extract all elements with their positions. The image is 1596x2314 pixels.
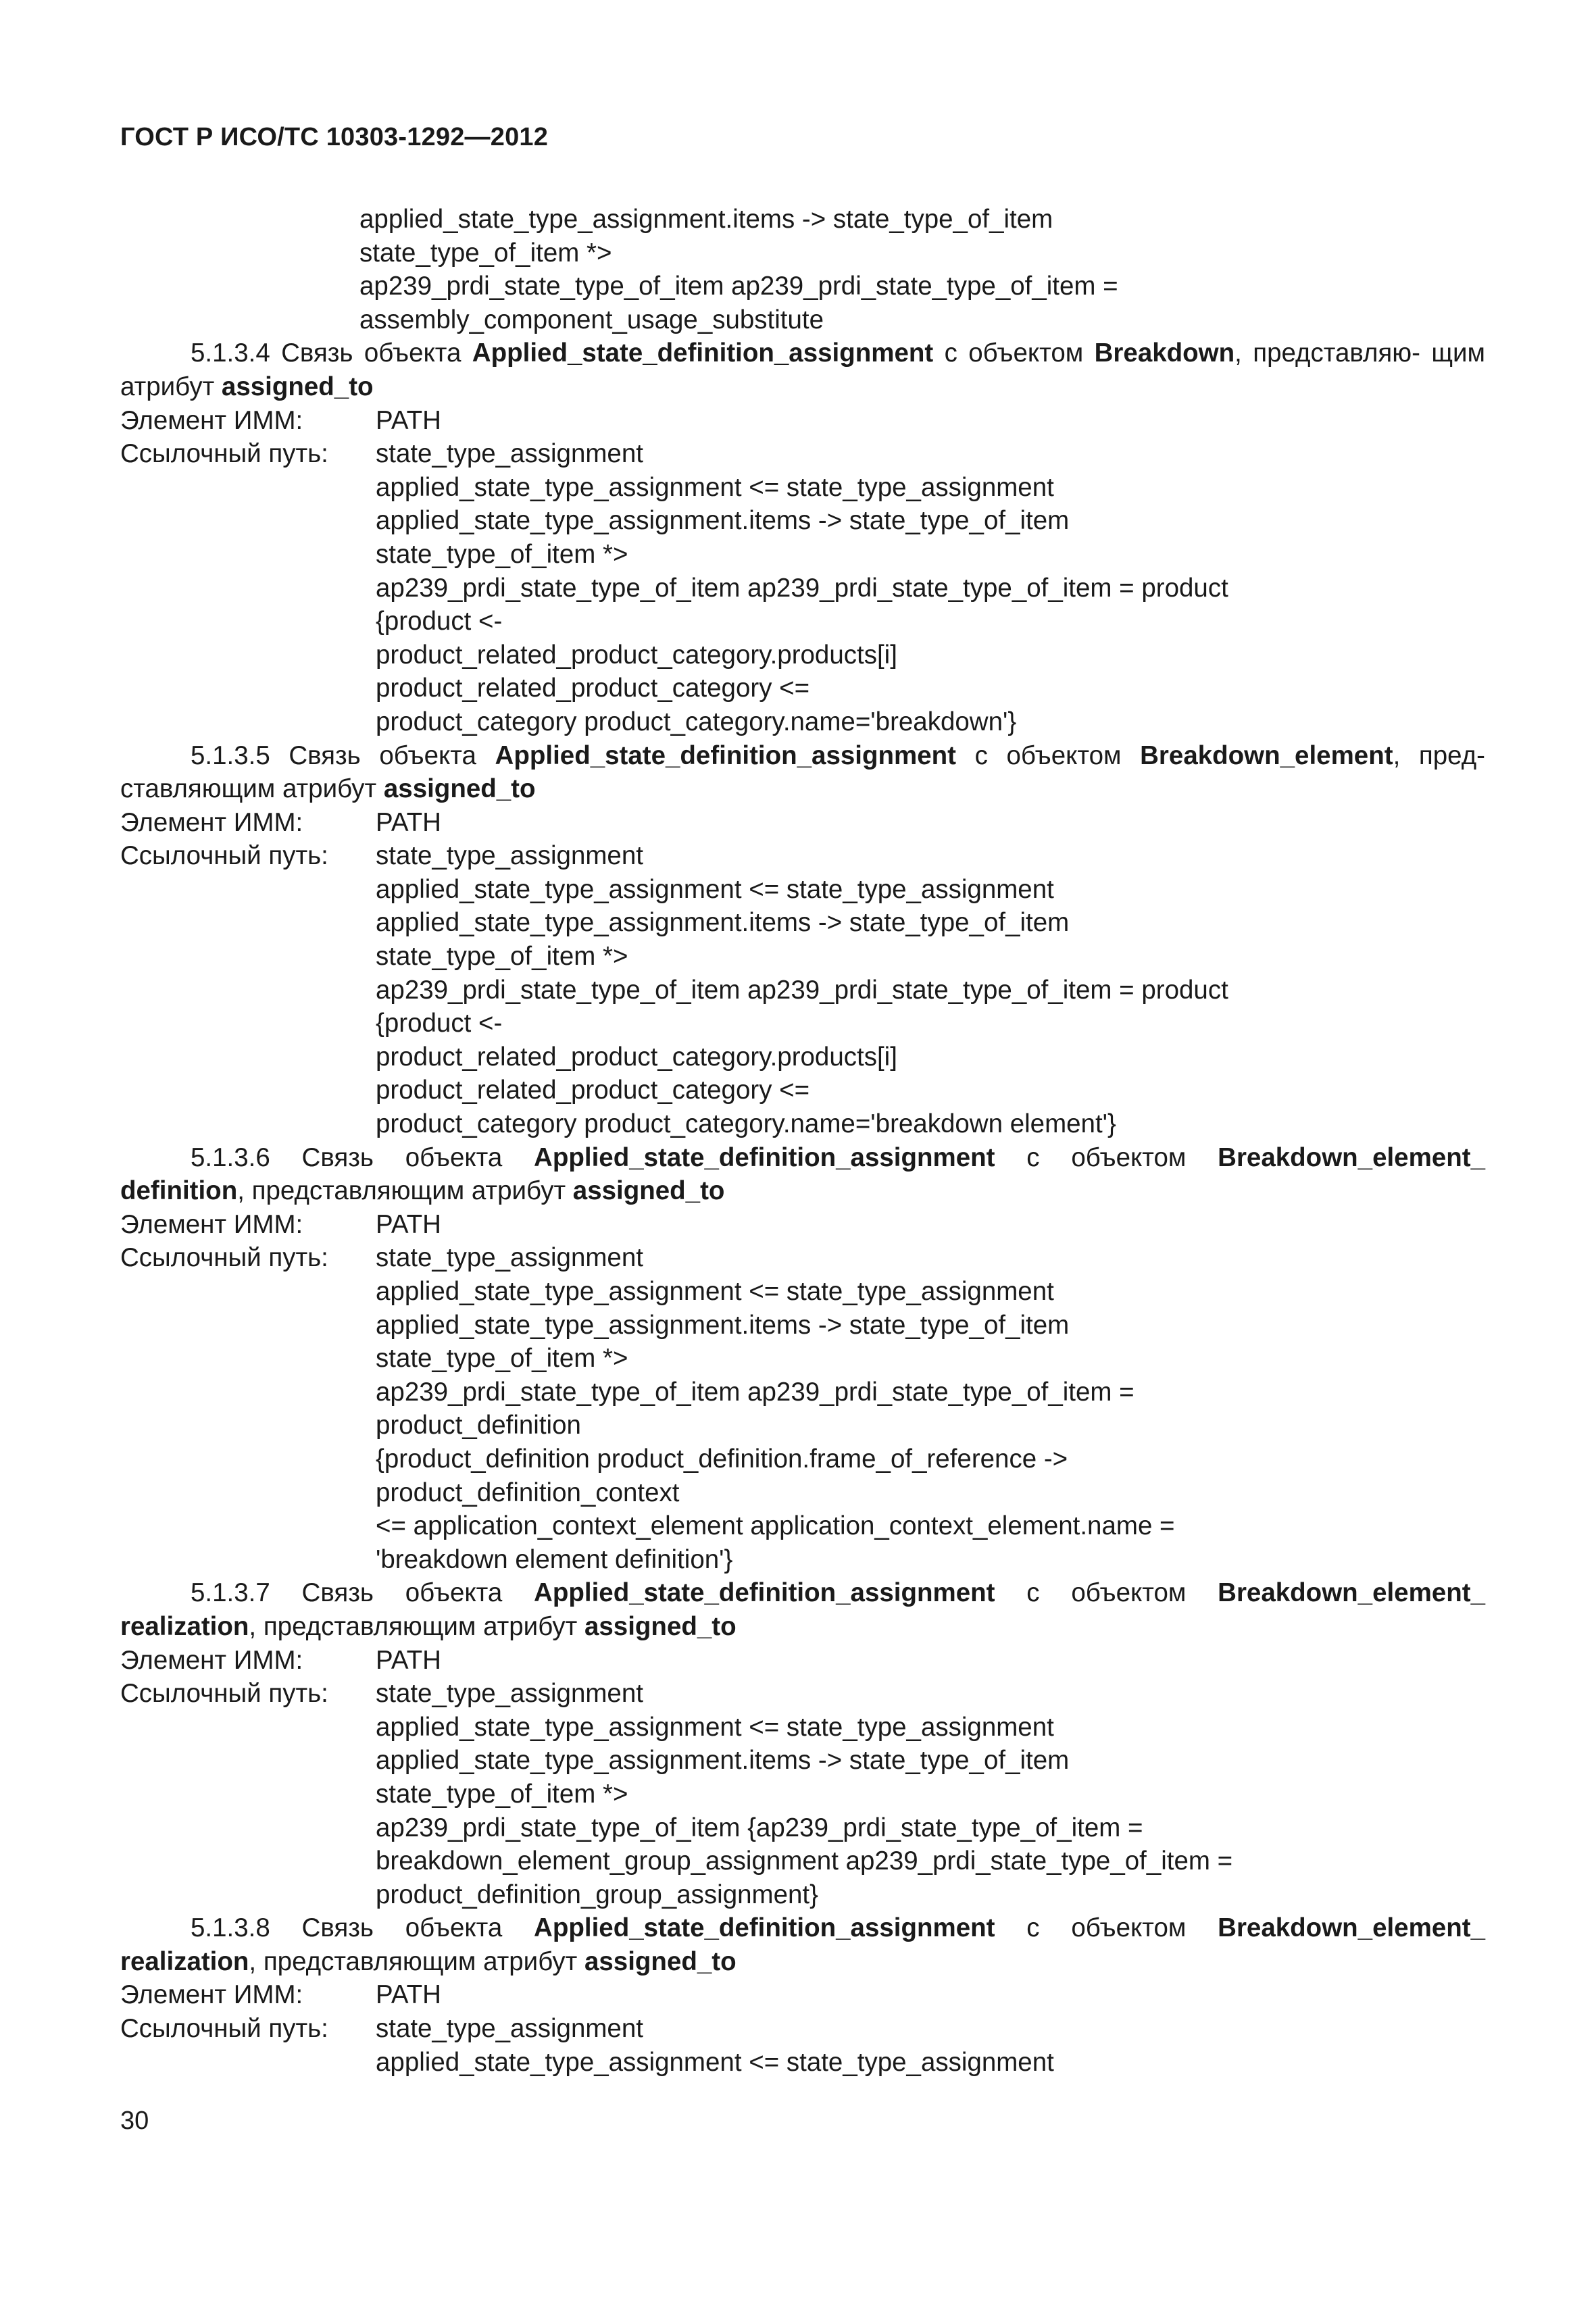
reference-path-label: Ссылочный путь: <box>120 841 328 871</box>
path-line: product_related_product_category <= <box>376 674 810 703</box>
path-line: state_type_assignment <box>376 439 643 469</box>
target-entity-cont: realization <box>120 1946 249 1976</box>
path-line: state_type_assignment <box>376 2014 643 2044</box>
clause-heading-cont: definition, представляющим атрибут assigned_to <box>120 1176 725 1206</box>
clause-heading: 5.1.3.7 Связь объекта Applied_state_definition_assignment с объектом Breakdown_element_ <box>191 1578 1485 1608</box>
path-line: applied_state_type_assignment.items -> state_type_of_item <box>376 908 1070 938</box>
reference-path-label: Ссылочный путь: <box>120 1679 328 1709</box>
path-line: state_type_assignment <box>376 1679 643 1709</box>
imm-element-row <box>120 1208 1485 1242</box>
path-line: product_related_product_category.products[i] <box>376 1042 897 1072</box>
reference-path-row <box>120 1677 1485 1711</box>
reference-path-row <box>120 437 1485 471</box>
imm-element-row <box>120 806 1485 840</box>
clause-5-1-3-6 <box>120 1141 1485 1577</box>
attribute-name: assigned_to <box>383 774 536 804</box>
imm-element-label: Элемент ИММ: <box>120 807 303 837</box>
reference-path-label: Ссылочный путь: <box>120 2014 328 2044</box>
imm-element-row <box>120 1644 1485 1678</box>
path-line: assembly_component_usage_substitute <box>359 305 824 334</box>
path-line: product_definition_context <box>376 1478 680 1507</box>
path-line: {product_definition product_definition.frame_of_reference -> <box>376 1444 1068 1474</box>
imm-element-label: Элемент ИММ: <box>120 1980 303 2010</box>
clause-5-1-3-5 <box>120 739 1485 1141</box>
path-line: state_type_assignment <box>376 841 643 871</box>
reference-path-label: Ссылочный путь: <box>120 439 328 469</box>
imm-element-value: PATH <box>376 1980 441 2010</box>
path-line: product_related_product_category.products[i] <box>376 640 897 670</box>
reference-path <box>120 873 1485 1141</box>
imm-element-value: PATH <box>376 1645 441 1675</box>
reference-path <box>120 1711 1485 1912</box>
path-line: ap239_prdi_state_type_of_item ap239_prdi_state_type_of_item = product <box>376 573 1228 603</box>
clause-5-1-3-7 <box>120 1576 1485 1911</box>
clause-heading-cont: realization, представляющим атрибут assigned_to <box>120 1611 737 1641</box>
attribute-name: assigned_to <box>572 1176 725 1206</box>
reference-path-row <box>120 1241 1485 1275</box>
path-line: 'breakdown element definition'} <box>376 1544 733 1574</box>
target-entity: Breakdown_element <box>1140 740 1393 770</box>
path-line: applied_state_type_assignment.items -> state_type_of_item <box>376 506 1070 536</box>
clause-heading: 5.1.3.6 Связь объекта Applied_state_definition_assignment с объектом Breakdown_element_ <box>191 1142 1485 1172</box>
imm-element-value: PATH <box>376 1209 441 1239</box>
reference-path <box>120 1275 1485 1576</box>
target-entity: Breakdown_element_ <box>1218 1913 1485 1943</box>
attribute-name: assigned_to <box>584 1611 737 1641</box>
target-entity: Breakdown <box>1094 338 1235 368</box>
path-line: state_type_of_item *> <box>376 1779 628 1809</box>
imm-element-row <box>120 404 1485 438</box>
target-entity: Breakdown_element_ <box>1218 1578 1485 1608</box>
clause-heading: 5.1.3.5 Связь объекта Applied_state_definition_assignment с объектом Breakdown_element, пред- ставляющим атрибут assigned_to <box>120 740 1485 804</box>
path-line: state_type_of_item *> <box>376 1344 628 1374</box>
target-entity-cont: definition <box>120 1176 238 1206</box>
path-line: <= application_context_element application_context_element.name = <box>376 1511 1175 1541</box>
imm-element-label: Элемент ИММ: <box>120 1645 303 1675</box>
path-line: product_related_product_category <= <box>376 1076 810 1105</box>
path-line: state_type_of_item *> <box>376 942 628 972</box>
imm-element-row <box>120 1978 1485 2012</box>
imm-element-label: Элемент ИММ: <box>120 1209 303 1239</box>
reference-path-row <box>120 2012 1485 2046</box>
imm-element-label: Элемент ИММ: <box>120 405 303 435</box>
imm-element-value: PATH <box>376 405 441 435</box>
path-line: applied_state_type_assignment <= state_type_assignment <box>376 1712 1054 1742</box>
page-number: 30 <box>120 2107 149 2135</box>
entity-name: Applied_state_definition_assignment <box>534 1913 995 1943</box>
standard-header: ГОСТ Р ИСО/ТС 10303-1292—2012 <box>120 123 549 151</box>
imm-element-value: PATH <box>376 807 441 837</box>
path-line: product_category product_category.name='breakdown'} <box>376 707 1017 736</box>
target-entity-cont: realization <box>120 1611 249 1641</box>
path-line: {product <- <box>376 607 503 636</box>
path-line: {product <- <box>376 1009 503 1038</box>
path-line: applied_state_type_assignment.items -> state_type_of_item <box>376 1746 1070 1776</box>
path-line: applied_state_type_assignment.items -> state_type_of_item <box>376 1310 1070 1340</box>
path-line: applied_state_type_assignment <= state_type_assignment <box>376 874 1054 904</box>
page-body <box>120 203 1485 2079</box>
path-line: ap239_prdi_state_type_of_item {ap239_prdi_state_type_of_item = <box>376 1813 1143 1842</box>
path-line: state_type_of_item *> <box>376 539 628 569</box>
clause-heading: 5.1.3.8 Связь объекта Applied_state_definition_assignment с объектом Breakdown_element_ <box>191 1913 1485 1943</box>
path-line: applied_state_type_assignment <= state_type_assignment <box>376 2047 1054 2077</box>
path-line: applied_state_type_assignment <= state_type_assignment <box>376 472 1054 502</box>
reference-path-row <box>120 839 1485 873</box>
path-line: breakdown_element_group_assignment ap239_prdi_state_type_of_item = <box>376 1846 1233 1876</box>
path-line: product_category product_category.name='breakdown element'} <box>376 1109 1116 1139</box>
reference-path-label: Ссылочный путь: <box>120 1243 328 1273</box>
path-line: applied_state_type_assignment <= state_type_assignment <box>376 1277 1054 1306</box>
entity-name: Applied_state_definition_assignment <box>472 338 934 368</box>
path-line: state_type_assignment <box>376 1243 643 1273</box>
path-line: applied_state_type_assignment.items -> state_type_of_item <box>359 205 1053 234</box>
target-entity: Breakdown_element_ <box>1218 1142 1485 1172</box>
entity-name: Applied_state_definition_assignment <box>534 1142 995 1172</box>
path-line: product_definition_group_assignment} <box>376 1880 818 1909</box>
path-line: state_type_of_item *> <box>359 238 612 268</box>
path-line: ap239_prdi_state_type_of_item ap239_prdi_state_type_of_item = <box>376 1377 1134 1407</box>
path-line: ap239_prdi_state_type_of_item ap239_prdi_state_type_of_item = <box>359 272 1118 301</box>
entity-name: Applied_state_definition_assignment <box>534 1578 995 1608</box>
clause-heading: 5.1.3.4 Связь объекта Applied_state_definition_assignment с объектом Breakdown, представляю- щим атрибут assigned_to <box>120 338 1485 401</box>
reference-path <box>120 471 1485 739</box>
clause-5-1-3-4 <box>120 336 1485 738</box>
attribute-name: assigned_to <box>221 372 374 401</box>
entity-name: Applied_state_definition_assignment <box>495 740 956 770</box>
clause-5-1-3-8 <box>120 1911 1485 2079</box>
attribute-name: assigned_to <box>584 1946 737 1976</box>
clause-heading-cont: realization, представляющим атрибут assigned_to <box>120 1946 737 1976</box>
path-line: product_definition <box>376 1411 581 1440</box>
path-line: ap239_prdi_state_type_of_item ap239_prdi_state_type_of_item = product <box>376 975 1228 1005</box>
reference-path <box>120 2046 1485 2080</box>
continued-path <box>120 203 1485 336</box>
